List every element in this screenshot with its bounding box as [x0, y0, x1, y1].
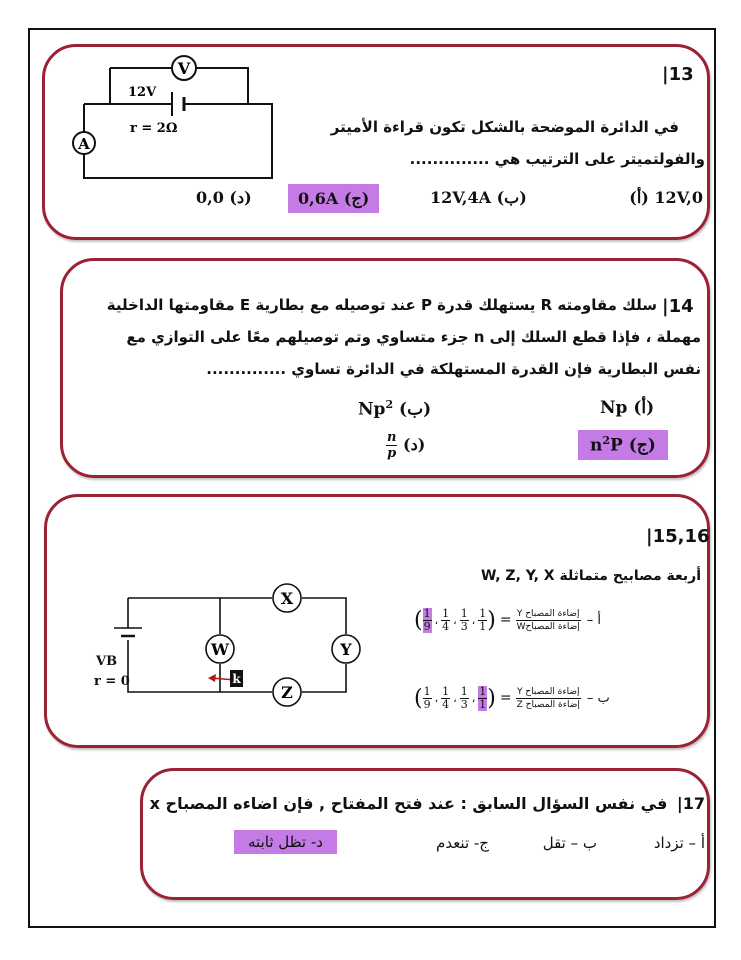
ratio-den: إضاءة المصباحW [516, 621, 580, 632]
switch-arrowhead [208, 674, 216, 682]
emf-label: 12V [128, 85, 157, 100]
sep: ، [471, 691, 476, 705]
question-17-text [150, 794, 705, 813]
q14-option-b[interactable] [358, 398, 431, 420]
paren-open-b: ( [414, 685, 423, 711]
lamp-x-label: X [280, 589, 294, 608]
frac-den: 4 [442, 619, 450, 633]
question-13-text-line2: والفولتميتر على الترتيب هي .............. [409, 150, 705, 168]
question-15-16-number: |15,16 [646, 526, 710, 547]
q14-option-c-base: n [590, 435, 603, 456]
question-17-stem: في نفس السؤال السابق : عند فتح المفتاح , فإن اضاءه المصباح x [149, 794, 668, 813]
question-15-16-intro: أربعة مصابيح متماثلة W, Z, Y, X [480, 568, 701, 584]
q14-option-b-tag: (ب) [399, 399, 432, 420]
paren-close-b: ) [487, 685, 496, 711]
equals-sign: = [499, 612, 512, 628]
q13-option-d[interactable]: 0,0 (د) [196, 188, 252, 207]
ratio-num: إضاءة المصباح Y [516, 686, 580, 697]
frac-num: 1 [479, 606, 487, 620]
sep: ، [453, 691, 457, 705]
lamp-w-label: W [211, 640, 229, 659]
question-17-number: |17 [676, 794, 705, 813]
q16-b-fraction-1-4[interactable] [441, 686, 450, 711]
ratio-num: إضاءة المصباح Y [516, 608, 580, 619]
q17-option-a[interactable]: أ – تزداد [653, 834, 705, 852]
internal-resistance-label: r = 2Ω [130, 121, 178, 136]
equals-sign: = [499, 690, 512, 706]
lamp-y-label: Y [340, 640, 352, 659]
sep: ، [434, 691, 439, 705]
q17-option-d-highlighted[interactable]: د- تظل ثابته [234, 830, 337, 854]
question-14-text-line2: مهملة ، فإذا قطع السلك إلى n جزء متساوي وتم توصيلهم معًا على التوازي مع [126, 328, 701, 346]
q14-option-d[interactable] [386, 430, 425, 461]
q15-a-ratio [516, 608, 581, 633]
frac-num: 1 [423, 684, 431, 698]
question-17-card [140, 768, 710, 900]
q14-option-d-fraction [386, 430, 397, 461]
battery-resistance-label: r = 0 [94, 674, 130, 689]
q14-option-d-tag: (د) [403, 435, 426, 454]
frac-num: 1 [442, 684, 450, 698]
ratio-den: إضاءة المصباح Z [516, 699, 580, 710]
q14-option-c-tag: (ج) [628, 435, 656, 456]
q14-option-d-numerator: n [387, 430, 397, 445]
question-14-text-line1: سلك مقاومته R يستهلك قدرة P عند توصيله مع بطارية E مقاومتها الداخلية [106, 296, 657, 314]
voltmeter-label: V [177, 59, 191, 78]
frac-num: 1 [460, 606, 468, 620]
q15-part-a-label: أ – [586, 612, 601, 628]
question-14-number: |14 [662, 296, 694, 317]
q14-option-a[interactable]: Np (أ) [600, 398, 655, 418]
q15-a-fraction-1-9-highlighted[interactable] [423, 608, 432, 633]
q14-option-b-exponent: 2 [385, 398, 394, 411]
frac-den: 1 [479, 619, 487, 633]
question-15-16-circuit-diagram [86, 582, 376, 718]
q14-option-c-exponent: 2 [602, 434, 611, 447]
q16-b-fraction-1-3[interactable] [460, 686, 469, 711]
q13-option-a[interactable]: 12V,0 (أ) [629, 188, 703, 207]
q14-option-c-highlighted[interactable] [578, 430, 668, 460]
question-14-text-line3: نفس البطارية فإن القدرة المستهلكة في الدائرة تساوي .............. [206, 360, 701, 378]
switch-k-label: k [232, 672, 241, 686]
q17-option-b[interactable]: ب – تقل [542, 834, 597, 852]
sep: ، [434, 613, 439, 627]
sep: ، [453, 613, 457, 627]
frac-num: 1 [423, 606, 431, 620]
frac-num: 1 [479, 684, 487, 698]
q17-option-c[interactable]: ج- تنعدم [436, 834, 489, 852]
q16-b-fraction-1-9[interactable] [423, 686, 432, 711]
frac-den: 4 [442, 697, 450, 711]
battery-vb-label: VB [96, 654, 118, 669]
question-13-text-line1: في الدائرة الموضحة بالشكل تكون قراءة الأميتر [330, 118, 679, 136]
paren-open-a: ( [414, 607, 423, 633]
q16-b-ratio [516, 686, 581, 711]
frac-den: 3 [460, 619, 468, 633]
question-13-number: |13 [662, 64, 694, 85]
question-13-circuit-diagram [64, 52, 284, 186]
q14-option-b-base: Np [358, 399, 386, 420]
q15-a-fraction-1-4[interactable] [441, 608, 450, 633]
q16-part-b-label: ب – [586, 690, 610, 706]
frac-den: 1 [479, 697, 487, 711]
frac-den: 3 [460, 697, 468, 711]
q15-a-fraction-1-1[interactable] [478, 608, 487, 633]
q14-option-c-rest: P [610, 435, 623, 456]
frac-num: 1 [442, 606, 450, 620]
q15-a-fraction-1-3[interactable] [460, 608, 469, 633]
frac-den: 9 [423, 619, 431, 633]
lamp-z-label: Z [281, 683, 293, 702]
paren-close-a: ) [487, 607, 496, 633]
q14-option-d-denominator: p [387, 446, 397, 461]
frac-den: 9 [423, 697, 431, 711]
q15-part-a [414, 598, 601, 642]
q16-b-fraction-1-1-highlighted[interactable] [478, 686, 487, 711]
sep: ، [471, 613, 476, 627]
q16-part-b [414, 676, 610, 720]
q13-option-c-highlighted[interactable]: 0,6A (ج) [288, 184, 379, 213]
ammeter-label: A [78, 135, 90, 153]
q13-option-b[interactable]: 12V,4A (ب) [430, 188, 527, 207]
frac-num: 1 [460, 684, 468, 698]
